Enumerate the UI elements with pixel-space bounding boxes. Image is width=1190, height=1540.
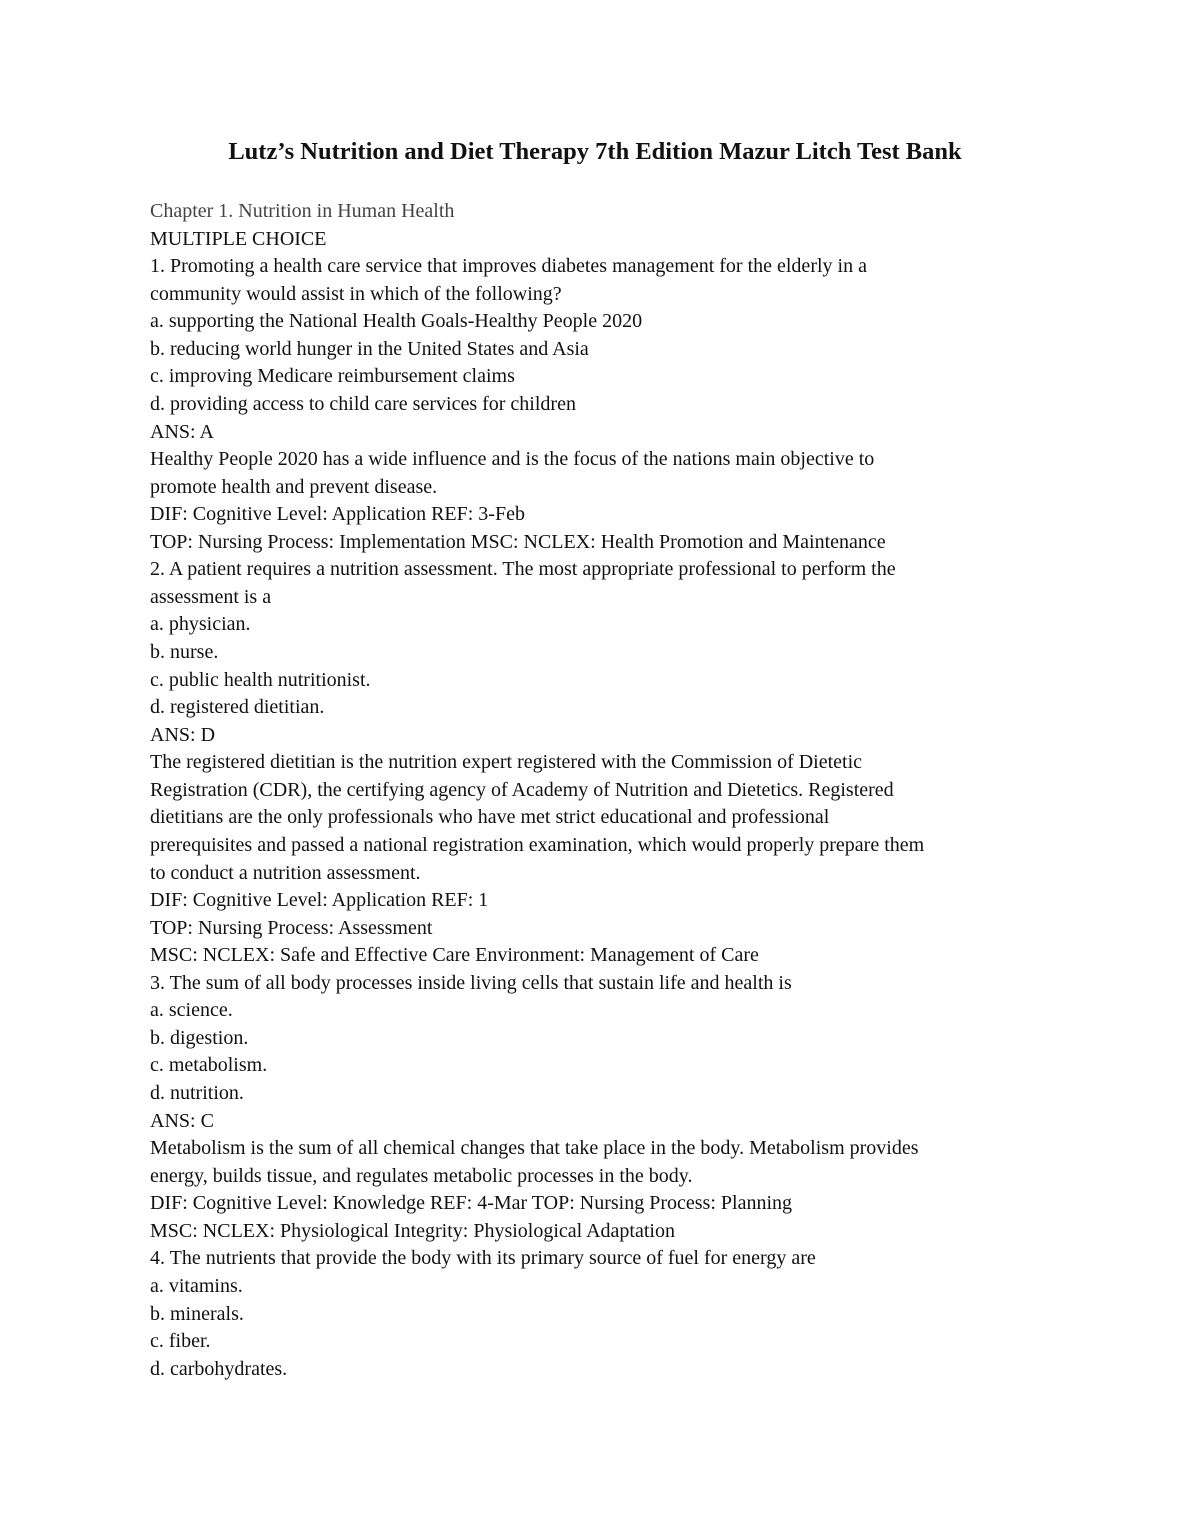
section-heading: MULTIPLE CHOICE [150, 227, 327, 250]
answer-option: b. digestion. [150, 1026, 249, 1049]
answer-option: d. carbohydrates. [150, 1357, 288, 1380]
answer-option: a. supporting the National Health Goals-Healthy People 2020 [150, 310, 643, 333]
rationale: prerequisites and passed a national registration examination, which would properly prepare them [150, 833, 925, 856]
rationale: energy, builds tissue, and regulates metabolic processes in the body. [150, 1164, 693, 1187]
rationale: Healthy People 2020 has a wide influence and is the focus of the nations main objective to [150, 448, 875, 471]
question-metadata: MSC: NCLEX: Safe and Effective Care Environment: Management of Care [150, 944, 759, 967]
question-metadata: TOP: Nursing Process: Assessment [150, 916, 433, 939]
question-metadata: TOP: Nursing Process: Implementation MSC: NCLEX: Health Promotion and Maintenance [150, 530, 886, 553]
answer-option: b. nurse. [150, 641, 219, 663]
rationale: The registered dietitian is the nutrition expert registered with the Commission of Dietetic [150, 751, 863, 774]
answer-key: ANS: D [150, 723, 216, 746]
rationale: dietitians are the only professionals who have met strict educational and professional [150, 806, 830, 829]
question-metadata: DIF: Cognitive Level: Application REF: 3-Feb [150, 503, 525, 526]
answer-option: c. public health nutritionist. [150, 668, 371, 691]
chapter-heading: Chapter 1. Nutrition in Human Health [150, 200, 455, 222]
answer-key: ANS: C [150, 1109, 214, 1132]
question-3 [150, 970, 924, 1246]
answer-option: a. physician. [150, 613, 251, 636]
question-stem: 1. Promoting a health care service that improves diabetes management for the elderly in a [150, 255, 867, 278]
document-title: Lutz’s Nutrition and Diet Therapy 7th Edition Mazur Litch Test Bank [228, 138, 962, 165]
rationale: Metabolism is the sum of all chemical changes that take place in the body. Metabolism provides [150, 1137, 919, 1160]
question-2 [150, 556, 924, 969]
rationale: Registration (CDR), the certifying agency of Academy of Nutrition and Dietetics. Registered [150, 778, 894, 801]
answer-option: c. improving Medicare reimbursement claims [150, 365, 515, 388]
question-4 [150, 1245, 924, 1383]
answer-option: a. vitamins. [150, 1274, 243, 1297]
answer-option: c. fiber. [150, 1330, 211, 1353]
question-metadata: MSC: NCLEX: Physiological Integrity: Physiological Adaptation [150, 1219, 675, 1242]
question-metadata: DIF: Cognitive Level: Knowledge REF: 4-Mar TOP: Nursing Process: Planning [150, 1192, 793, 1215]
question-1 [150, 253, 924, 556]
document-body [150, 198, 924, 1383]
question-stem: 4. The nutrients that provide the body with its primary source of fuel for energy are [150, 1247, 816, 1270]
question-stem: 3. The sum of all body processes inside living cells that sustain life and health is [150, 971, 792, 994]
question-stem: 2. A patient requires a nutrition assessment. The most appropriate professional to perform the [150, 558, 896, 581]
rationale: promote health and prevent disease. [150, 475, 438, 498]
rationale: to conduct a nutrition assessment. [150, 861, 421, 884]
answer-option: d. providing access to child care services for children [150, 392, 576, 415]
answer-option: c. metabolism. [150, 1054, 268, 1077]
question-list [150, 253, 924, 1383]
answer-key: ANS: A [150, 420, 214, 443]
answer-option: b. minerals. [150, 1302, 244, 1325]
answer-option: a. science. [150, 999, 233, 1022]
question-stem: community would assist in which of the following? [150, 282, 562, 305]
answer-option: d. registered dietitian. [150, 696, 325, 719]
question-stem: assessment is a [150, 585, 272, 608]
answer-option: d. nutrition. [150, 1082, 244, 1104]
question-metadata: DIF: Cognitive Level: Application REF: 1 [150, 889, 489, 912]
answer-option: b. reducing world hunger in the United States and Asia [150, 337, 589, 360]
